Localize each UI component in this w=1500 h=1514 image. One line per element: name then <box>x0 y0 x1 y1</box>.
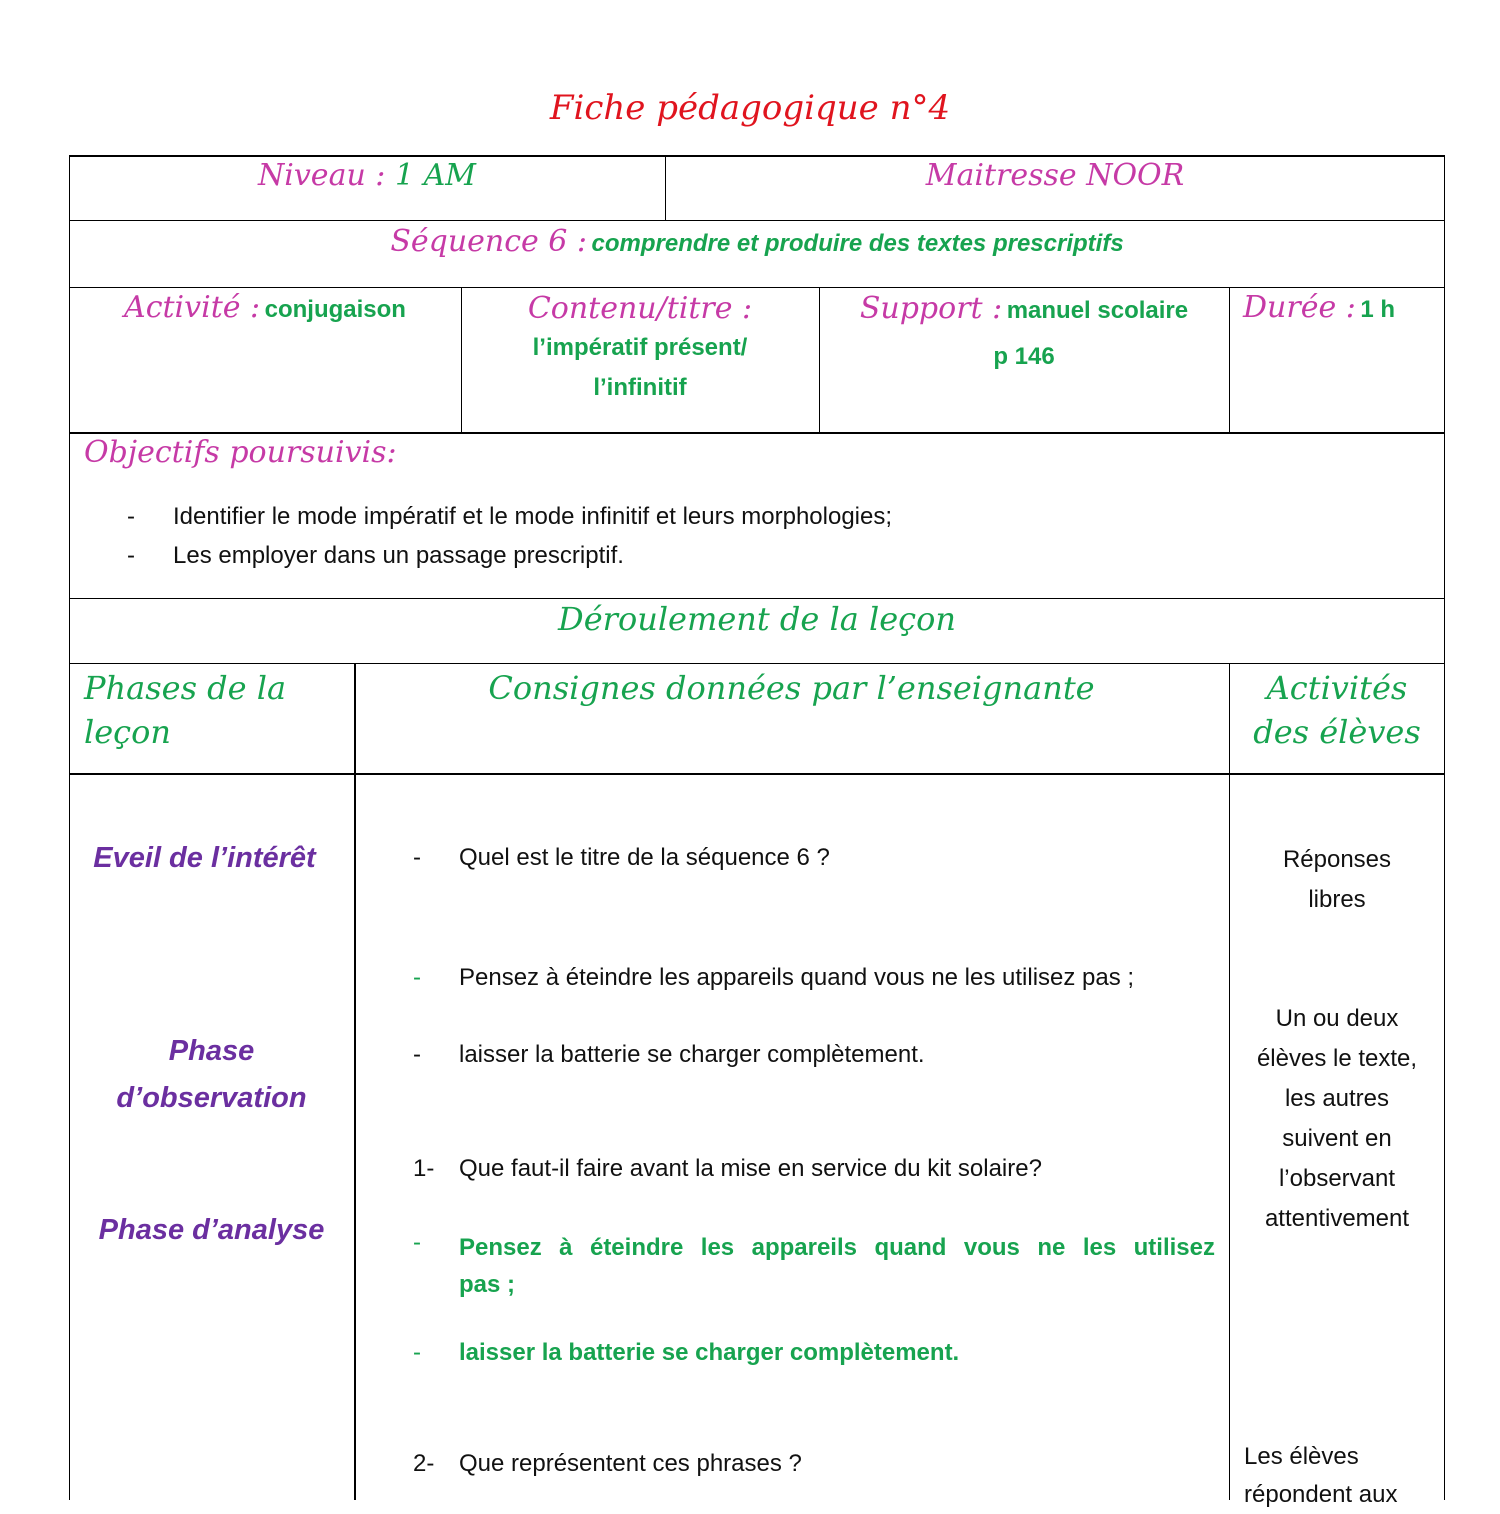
consigne-dash: - <box>413 964 421 991</box>
col-header-consignes: Consignes données par l’enseignante <box>488 669 1095 707</box>
niveau-cell <box>69 158 665 193</box>
deroulement-heading: Déroulement de la leçon <box>558 600 956 638</box>
phase-observation-line2: d’observation <box>116 1082 307 1114</box>
contenu-cell <box>461 290 819 408</box>
phase-observation <box>69 1028 354 1122</box>
consigne-number-1: 1- <box>413 1155 435 1182</box>
col-header-phases-line1: Phases de la <box>84 669 287 707</box>
support-cell <box>819 290 1229 381</box>
consigne-answer-1-line1: Pensez à éteindre les appareils quand vous ne les utilisez <box>459 1234 1215 1261</box>
consigne-question-1: Que faut-il faire avant la mise en service du kit solaire? <box>459 1155 1042 1182</box>
consigne-question-0: Quel est le titre de la séquence 6 ? <box>459 844 830 871</box>
table-border-top <box>69 155 1445 157</box>
table-border-left <box>69 155 70 1500</box>
sequence-cell <box>69 224 1445 259</box>
activite-eleve-1-line2: libres <box>1308 886 1366 913</box>
consigne-number-2: 2- <box>413 1450 435 1477</box>
contenu-value-line1: l’impératif présent/ <box>532 334 748 361</box>
teacher-name: Maitresse NOOR <box>925 158 1185 193</box>
activite-eleve-2 <box>1229 999 1445 1239</box>
col-divider <box>354 663 356 1500</box>
contenu-value-line2: l’infinitif <box>593 374 687 401</box>
phase-eveil: Eveil de l’intérêt <box>93 842 316 874</box>
activite-eleve-2-line: Un ou deux <box>1275 1005 1399 1032</box>
consigne-dash: - <box>413 1339 421 1366</box>
consigne-dash: - <box>413 1041 421 1068</box>
niveau-value: 1 AM <box>394 158 476 193</box>
objectif-item: Identifier le mode impératif et le mode infinitif et leurs morphologies; <box>173 503 893 530</box>
col-header-phases <box>84 666 286 754</box>
activite-eleve-3-line1: Les élèves <box>1244 1443 1359 1470</box>
col-header-phases-line2: leçon <box>84 713 171 751</box>
objectif-dash: - <box>127 503 135 530</box>
activite-eleve-3-line2: répondent aux <box>1244 1481 1398 1508</box>
activite-eleve-2-line: attentivement <box>1264 1205 1410 1232</box>
row-divider <box>69 663 1445 664</box>
activite-eleve-1 <box>1229 840 1445 920</box>
activite-label: Activité : <box>124 290 261 325</box>
contenu-label: Contenu/titre : <box>527 291 753 326</box>
support-value-line1: manuel scolaire <box>1006 297 1189 324</box>
consigne-text-1: Pensez à éteindre les appareils quand vous ne les utilisez pas ; <box>459 964 1135 991</box>
support-value-line2: p 146 <box>993 343 1055 370</box>
consigne-answer-1-line2: pas ; <box>459 1271 516 1298</box>
col-header-activites-line2: des élèves <box>1253 713 1421 751</box>
support-label: Support : <box>859 291 1003 326</box>
consigne-question-2: Que représentent ces phrases ? <box>459 1450 802 1477</box>
phase-observation-line1: Phase <box>168 1035 255 1067</box>
consigne-answer-2: laisser la batterie se charger complètement. <box>459 1339 960 1366</box>
activite-eleve-2-line: élèves le texte, <box>1256 1045 1418 1072</box>
phase-analyse: Phase d’analyse <box>98 1214 325 1246</box>
table-border-right <box>1444 155 1445 1500</box>
row-divider <box>69 220 1445 221</box>
consigne-answer-1 <box>459 1229 1215 1303</box>
activite-eleve-2-line: suivent en <box>1282 1125 1392 1152</box>
duree-cell <box>1243 290 1443 325</box>
objectif-item: Les employer dans un passage prescriptif. <box>173 542 624 569</box>
objectifs-heading: Objectifs poursuivis: <box>84 435 397 470</box>
sequence-value: comprendre et produire des textes prescriptifs <box>591 230 1124 257</box>
col-divider <box>1229 287 1230 433</box>
activite-eleve-3 <box>1244 1438 1444 1514</box>
activite-value: conjugaison <box>264 296 406 323</box>
activite-eleve-2-line: l’observant <box>1278 1165 1396 1192</box>
duree-label: Durée : <box>1243 290 1356 325</box>
sequence-label: Séquence 6 : <box>390 224 588 259</box>
row-divider <box>69 287 1445 288</box>
consigne-dash: - <box>413 1229 421 1256</box>
row-divider <box>69 598 1445 599</box>
row-divider <box>69 773 1445 775</box>
objectif-dash: - <box>127 542 135 569</box>
activite-eleve-1-line1: Réponses <box>1282 846 1392 873</box>
duree-value: 1 h <box>1360 296 1396 323</box>
page-title: Fiche pédagogique n°4 <box>549 88 951 128</box>
consigne-text-2: laisser la batterie se charger complètement. <box>459 1041 925 1068</box>
consigne-dash: - <box>413 844 421 871</box>
col-header-activites <box>1229 666 1445 754</box>
activite-eleve-2-line: les autres <box>1284 1085 1390 1112</box>
col-header-activites-line1: Activités <box>1266 669 1408 707</box>
activite-cell <box>69 290 461 325</box>
niveau-label: Niveau : <box>258 158 386 193</box>
row-divider <box>69 432 1445 434</box>
